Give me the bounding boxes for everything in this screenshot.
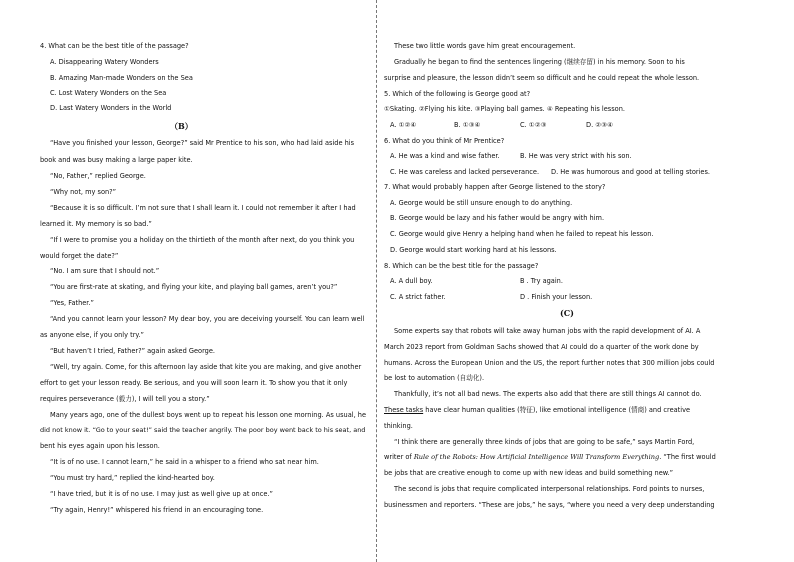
paragraph-line: book and was busy making a large paper kite. <box>40 156 193 164</box>
option-7a: A. George would be still unsure enough to do anything. <box>390 199 573 207</box>
option-6c: C. He was careless and lacked perseverance. <box>390 168 540 176</box>
option-8d: D . Finish your lesson. <box>520 293 593 301</box>
paragraph-line: “But haven’t I tried, Father?” again asked George. <box>50 347 216 355</box>
paragraph-line <box>384 406 690 414</box>
paragraph-line: “I think there are generally three kinds of jobs that are going to be safe,” says Martin Ford, <box>394 438 695 446</box>
paragraph-line: surprise and pleasure, the lesson didn’t seem so difficult and he could repeat the whole lesson. <box>384 74 700 82</box>
line-text: . “The first would <box>659 453 716 461</box>
paragraph-line: “And you cannot learn your lesson? My dear boy, you are deceiving yourself. You can learn well <box>50 315 365 323</box>
paragraph-line: thinking. <box>384 422 413 430</box>
paragraph-line: “If I were to promise you a holiday on the thirtieth of the month after next, do you think you <box>50 236 355 244</box>
paragraph-line: “You must try hard,” replied the kind-hearted boy. <box>50 474 215 482</box>
paragraph-line: “Why not, my son?” <box>50 188 117 196</box>
paragraph-line: “I have tried, but it is of no use. I may just as well give up at once.” <box>50 490 273 498</box>
paragraph-line: bent his eyes again upon his lesson. <box>40 442 160 450</box>
paragraph-line: “Well, try again. Come, for this afternoon lay aside that kite you are making, and give another <box>50 363 362 371</box>
section-b-heading: （B） <box>170 121 193 131</box>
paragraph-line: Thankfully, it’s not all bad news. The experts also add that there are still things AI cannot do. <box>394 390 702 398</box>
underlined-phrase: These tasks <box>384 406 424 414</box>
option-8c: C. A strict father. <box>390 293 446 301</box>
option-7c: C. George would give Henry a helping hand when he failed to repeat his lesson. <box>390 230 654 238</box>
paragraph-line: “No. I am sure that I should not.” <box>50 267 160 275</box>
question-7: 7. What would probably happen after George listened to the story? <box>384 183 606 191</box>
paragraph-line: “You are first-rate at skating, and flying your kite, and playing ball games, aren’t you?” <box>50 283 338 291</box>
option-4a: A. Disappearing Watery Wonders <box>50 58 159 66</box>
paragraph-line: would forget the date?” <box>40 252 119 260</box>
paragraph-line: March 2023 report from Goldman Sachs showed that AI could do a quarter of the work done by <box>384 343 699 351</box>
paragraph-line: be lost to automation (自动化). <box>384 374 485 382</box>
question-8: 8. Which can be the best title for the passage? <box>384 262 539 270</box>
question-4: 4. What can be the best title of the passage? <box>40 42 189 50</box>
line-text: writer of <box>384 453 414 461</box>
option-5b: B. ①③④ <box>454 121 481 129</box>
option-8b: B . Try again. <box>520 277 563 285</box>
paragraph-line: “Because it is so difficult. I’m not sure that I shall learn it. I could not remember it after I had <box>50 204 356 212</box>
paragraph-line: as anyone else, if you only try.” <box>40 331 144 339</box>
question-5: 5. Which of the following is George good at? <box>384 90 531 98</box>
paragraph-line: The second is jobs that require complicated interpersonal relationships. Ford points to nurses, <box>394 485 705 493</box>
option-6d: D. He was humorous and good at telling stories. <box>551 168 711 176</box>
option-4c: C. Lost Watery Wonders on the Sea <box>50 89 167 97</box>
column-divider <box>376 0 377 562</box>
option-5c: C. ①②③ <box>520 121 547 129</box>
paragraph-line: effort to get your lesson ready. Be serious, and you will soon learn it. To show you that it only <box>40 379 348 387</box>
book-title: Rule of the Robots: How Artificial Intelligence Will Transform Everything <box>413 453 660 461</box>
question-6: 6. What do you think of Mr Prentice? <box>384 137 505 145</box>
paragraph-line: did not know it. “Go to your seat!” said the teacher angrily. The poor boy went back to his seat, and <box>40 426 366 434</box>
paragraph-line: businessmen and reporters. “These are jobs,” he says, “where you need a very deep understanding <box>384 501 715 509</box>
paragraph-line: Many years ago, one of the dullest boys went up to repeat his lesson one morning. As usual, he <box>50 411 366 419</box>
option-6b: B. He was very strict with his son. <box>520 152 632 160</box>
line-text: have clear human qualities (特征), like emotional intelligence (情商) and creative <box>423 406 691 414</box>
paragraph-line: be jobs that are creative enough to come up with new ideas and build something new.” <box>384 469 674 477</box>
paragraph-line: “No, Father,” replied George. <box>50 172 146 180</box>
paragraph-line: “Yes, Father.” <box>50 299 94 307</box>
section-c-heading: (C) <box>560 308 574 318</box>
option-7b: B. George would be lazy and his father would be angry with him. <box>390 214 605 222</box>
option-5d: D. ②③④ <box>586 121 614 129</box>
paragraph-line: Some experts say that robots will take away human jobs with the rapid development of AI. A <box>394 327 701 335</box>
paragraph-line: “Have you finished your lesson, George?” said Mr Prentice to his son, who had laid aside his <box>50 139 355 147</box>
option-7d: D. George would start working hard at his lessons. <box>390 246 557 254</box>
paragraph-line: Gradually he began to find the sentences lingering (继续存留) in his memory. Soon to his <box>394 58 685 66</box>
paragraph-line: “Try again, Henry!” whispered his friend in an encouraging tone. <box>50 506 264 514</box>
option-5a: A. ①②④ <box>390 121 417 129</box>
paragraph-line: These two little words gave him great encouragement. <box>394 42 576 50</box>
paragraph-line: learned it. My memory is so bad.” <box>40 220 152 228</box>
question-5-items: ①Skating. ②Flying his kite. ③Playing ball games. ④ Repeating his lesson. <box>384 105 625 113</box>
paragraph-line: requires perseverance (毅力), I will tell you a story.” <box>40 395 210 403</box>
paragraph-line: “It is of no use. I cannot learn,” he said in a whisper to a friend who sat near him. <box>50 458 319 466</box>
option-4d: D. Last Watery Wonders in the World <box>50 104 172 112</box>
option-8a: A. A dull boy. <box>390 277 433 285</box>
option-6a: A. He was a kind and wise father. <box>390 152 500 160</box>
option-4b: B. Amazing Man-made Wonders on the Sea <box>50 74 193 82</box>
paragraph-line <box>384 453 716 461</box>
paragraph-line: humans. Across the European Union and the US, the report further notes that 300 million jobs could <box>384 359 715 367</box>
